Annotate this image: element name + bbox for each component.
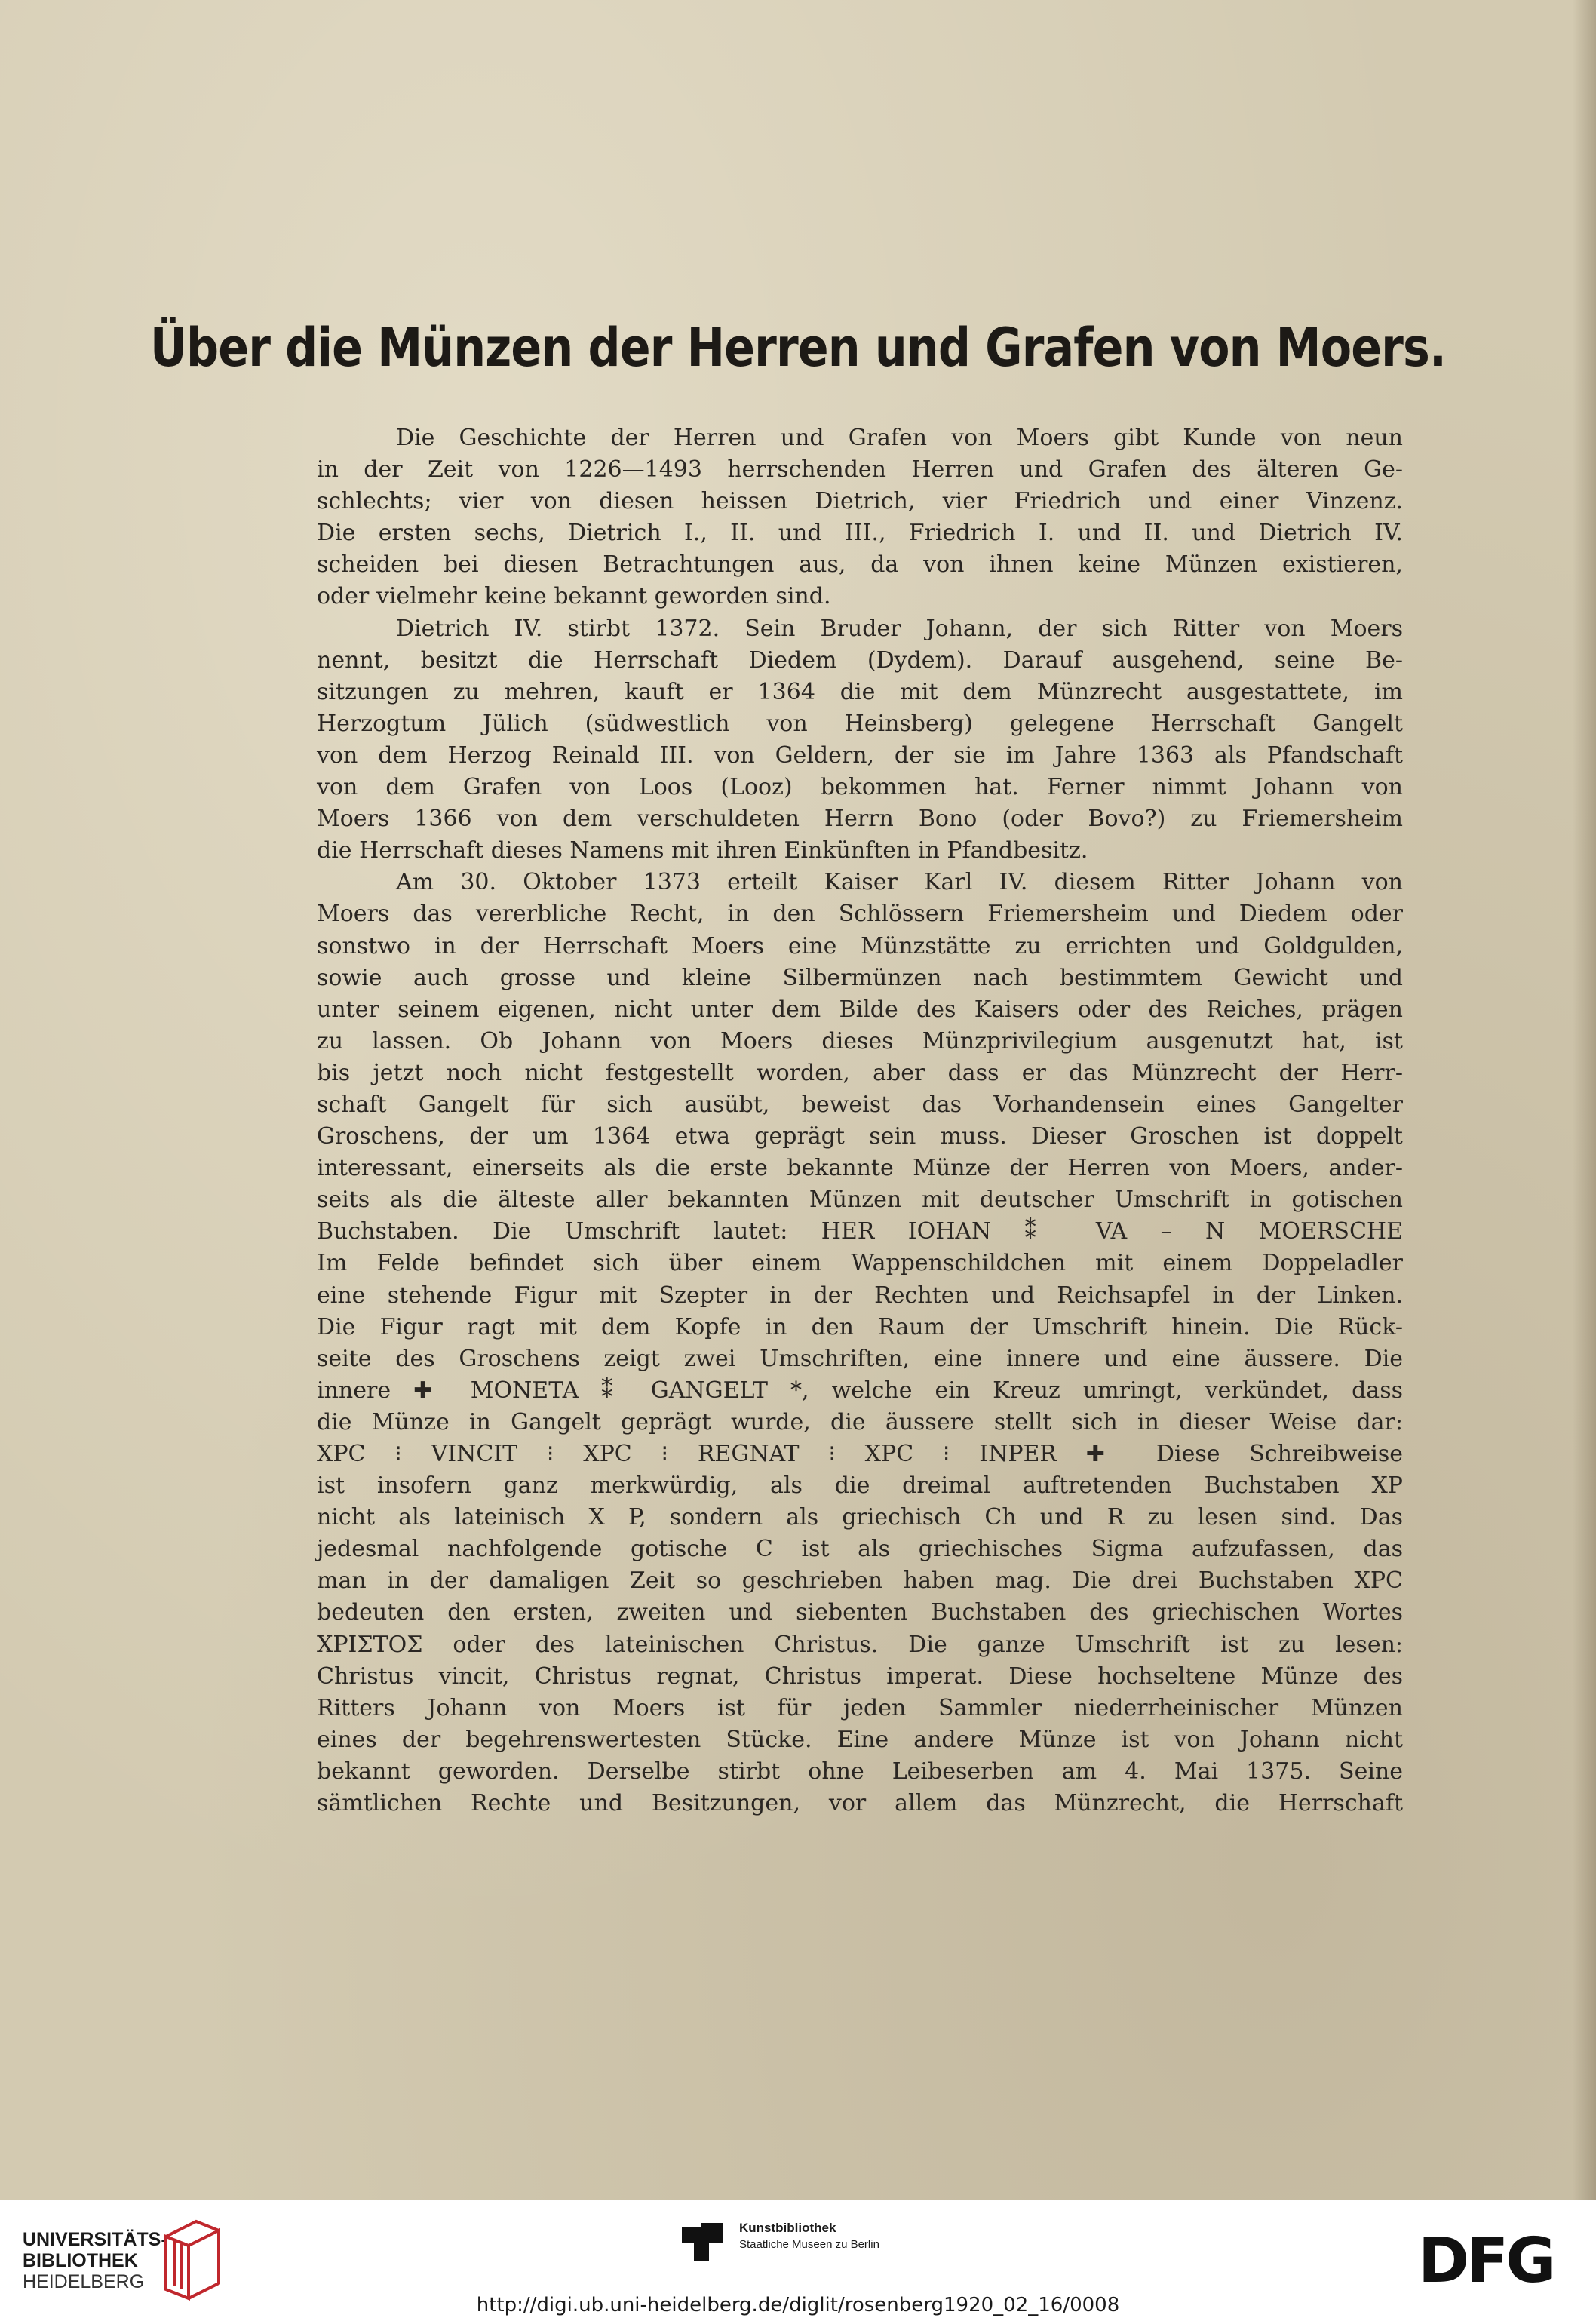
logo-line-1: UNIVERSITÄTS- — [23, 2229, 167, 2250]
text-line: sonstwo in der Herrschaft Moers eine Münzstätte zu errichten und Goldgulden, — [317, 932, 1403, 959]
kunstbibliothek-title: Kunstbibliothek — [739, 2221, 836, 2235]
kunstbibliothek-subtitle: Staatliche Museen zu Berlin — [739, 2238, 879, 2251]
text-line: unter seinem eigenen, nicht unter dem Bilde des Kaisers oder des Reiches, prägen — [317, 996, 1403, 1023]
text-line: sämtlichen Rechte und Besitzungen, vor allem das Münzrecht, die Herrschaft — [317, 1790, 1403, 1817]
text-line: eines der begehrenswertesten Stücke. Eine andere Münze ist von Johann nicht — [317, 1726, 1403, 1753]
text-line: Christus vincit, Christus regnat, Christus imperat. Diese hochseltene Münze des — [317, 1663, 1403, 1690]
text-line: Dietrich IV. stirbt 1372. Sein Bruder Johann, der sich Ritter von Moers — [396, 615, 1403, 642]
dfg-logo-text: DFG — [1418, 2229, 1554, 2289]
text-line: Die Geschichte der Herren und Grafen von Moers gibt Kunde von neun — [396, 425, 1403, 451]
text-line: scheiden bei diesen Betrachtungen aus, da von ihnen keine Münzen existieren, — [317, 551, 1403, 579]
text-line: XPC ⁝ VINCIT ⁝ XPC ⁝ REGNAT ⁝ XPC ⁝ INPER ✚ Diese Schreibweise — [317, 1441, 1403, 1467]
text-line: Am 30. Oktober 1373 erteilt Kaiser Karl IV. diesem Ritter Johann von — [396, 869, 1403, 896]
text-line: Im Felde befindet sich über einem Wappenschildchen mit einem Doppeladler — [317, 1250, 1403, 1277]
text-line: eine stehende Figur mit Szepter in der Rechten und Reichsapfel in der Linken. — [317, 1282, 1403, 1309]
text-line: Die ersten sechs, Dietrich I., II. und III., Friedrich I. und II. und Dietrich IV. — [317, 520, 1403, 547]
text-line: von dem Herzog Reinald III. von Geldern, der sie im Jahre 1363 als Pfandschaft — [317, 741, 1403, 769]
text-line: in der Zeit von 1226—1493 herrschenden Herren und Grafen des älteren Ge- — [317, 456, 1403, 484]
text-line: seite des Groschens zeigt zwei Umschriften, eine innere und eine äussere. Die — [317, 1345, 1403, 1372]
kunstbibliothek-label[interactable] — [739, 2220, 879, 2253]
page-title: Über die Münzen der Herren und Grafen von Moers. — [149, 317, 1447, 379]
text-line: von dem Grafen von Loos (Looz) bekommen hat. Ferner nimmt Johann von — [317, 774, 1403, 801]
text-line: Moers 1366 von dem verschuldeten Herrn Bono (oder Bovo?) zu Friemersheim — [317, 806, 1403, 833]
text-line: interessant, einerseits als die erste bekannte Münze der Herren von Moers, ander- — [317, 1155, 1403, 1182]
permalink-url[interactable]: http://digi.ub.uni-heidelberg.de/diglit/rosenberg1920_02_16/0008 — [476, 2294, 1120, 2316]
text-line: bekannt geworden. Derselbe stirbt ohne Leibeserben am 4. Mai 1375. Seine — [317, 1758, 1403, 1785]
text-line: die Herrschaft dieses Namens mit ihren Einkünften in Pfandbesitz. — [317, 837, 1088, 864]
text-line: seits als die älteste aller bekannten Münzen mit deutscher Umschrift in gotischen — [317, 1187, 1403, 1214]
dfg-logo[interactable] — [1418, 2229, 1576, 2289]
body-text — [317, 422, 1403, 1819]
text-line: Buchstaben. Die Umschrift lautet: HER IOHAN ⁑ VA – N MOERSCHE — [317, 1218, 1403, 1245]
text-line: jedesmal nachfolgende gotische C ist als griechisches Sigma aufzufassen, das — [317, 1536, 1403, 1563]
text-line: man in der damaligen Zeit so geschrieben haben mag. Die drei Buchstaben XPC — [317, 1567, 1403, 1595]
text-line: Groschens, der um 1364 etwa geprägt sein muss. Dieser Groschen ist doppelt — [317, 1123, 1403, 1150]
text-line: nennt, besitzt die Herrschaft Diedem (Dydem). Darauf ausgehend, seine Be- — [317, 646, 1403, 674]
text-line: Herzogtum Jülich (südwestlich von Heinsberg) gelegene Herrschaft Gangelt — [317, 710, 1403, 737]
text-line: sitzungen zu mehren, kauft er 1364 die mit dem Münzrecht ausgestattete, im — [317, 678, 1403, 705]
text-line: ΧΡΙΣΤΟΣ oder des lateinischen Christus. Die ganze Umschrift ist zu lesen: — [317, 1631, 1403, 1658]
library-mark-icon — [158, 2214, 226, 2301]
text-line: nicht als lateinisch X P, sondern als griechisch Ch und R zu lesen sind. Das — [317, 1504, 1403, 1531]
university-library-logo[interactable] — [23, 2229, 173, 2292]
text-line: Moers das vererbliche Recht, in den Schlössern Friemersheim und Diedem oder — [317, 901, 1403, 928]
text-line: innere ✚ MONETA ⁑ GANGELT *, welche ein Kreuz umringt, verkündet, dass — [317, 1377, 1403, 1404]
text-line: Ritters Johann von Moers ist für jeden Sammler niederrheinischer Münzen — [317, 1694, 1403, 1721]
kunstbibliothek-logo-icon — [679, 2220, 726, 2264]
text-line: schlechts; vier von diesen heissen Dietrich, vier Friedrich und einer Vinzenz. — [317, 488, 1403, 515]
logo-line-2: BIBLIOTHEK — [23, 2250, 138, 2271]
text-line: oder vielmehr keine bekannt geworden sind. — [317, 583, 831, 610]
text-line: sowie auch grosse und kleine Silbermünzen nach bestimmtem Gewicht und — [317, 964, 1403, 991]
text-line: bis jetzt noch nicht festgestellt worden, aber dass er das Münzrecht der Herr- — [317, 1059, 1403, 1086]
text-line: schaft Gangelt für sich ausübt, beweist das Vorhandensein eines Gangelter — [317, 1091, 1403, 1118]
text-line: bedeuten den ersten, zweiten und siebenten Buchstaben des griechischen Wortes — [317, 1599, 1403, 1626]
text-line: die Münze in Gangelt geprägt wurde, die äussere stellt sich in dieser Weise dar: — [317, 1408, 1403, 1435]
page-edge-shadow — [1573, 0, 1596, 2200]
logo-line-3: HEIDELBERG — [23, 2271, 145, 2292]
text-line: zu lassen. Ob Johann von Moers dieses Münzprivilegium ausgenutzt hat, ist — [317, 1027, 1403, 1055]
text-line: Die Figur ragt mit dem Kopfe in den Raum der Umschrift hinein. Die Rück- — [317, 1313, 1403, 1340]
text-line: ist insofern ganz merkwürdig, als die dreimal auftretenden Buchstaben XP — [317, 1472, 1403, 1500]
